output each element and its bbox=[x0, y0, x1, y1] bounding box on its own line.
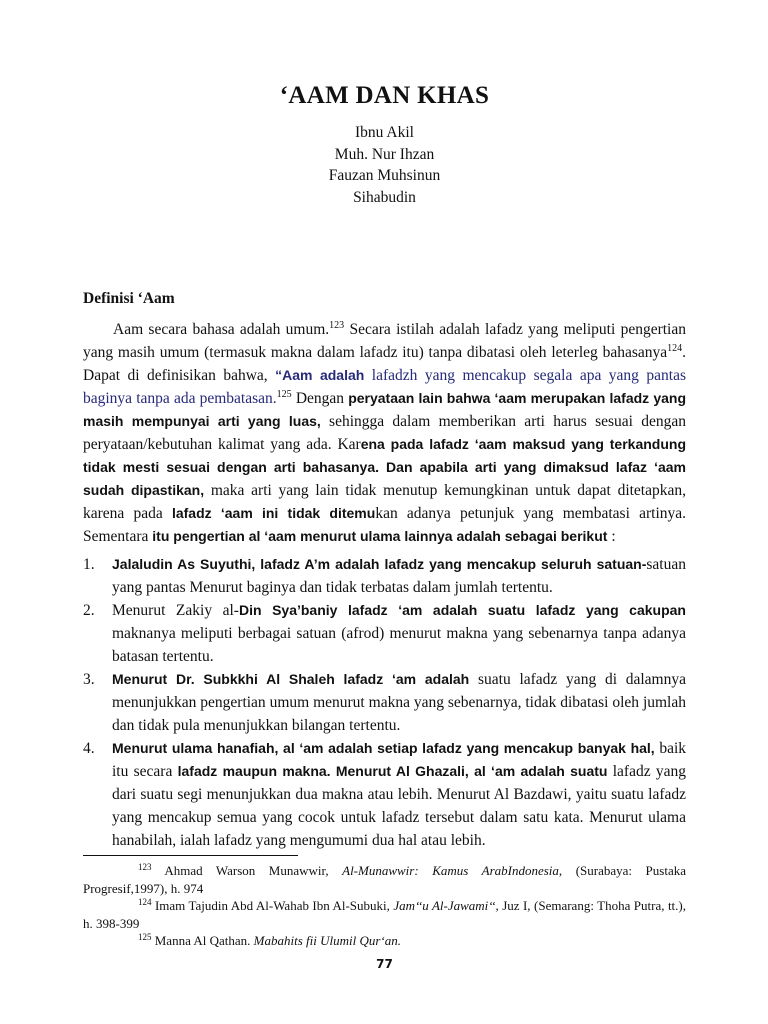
text-run: suatu lafadz yang di dalamnya menunjukkan pengertian umum menurut makna yang sebenarnya, tidak dibatasi oleh jumlah dan tidak pula menunjukkan bilangan tertentu. bbox=[112, 671, 686, 734]
author-name: Ibnu Akil bbox=[355, 124, 414, 141]
list-number: 3. bbox=[83, 671, 95, 688]
list-item bbox=[83, 553, 686, 599]
text-run: Ahmad Warson Munawwir, bbox=[151, 863, 343, 878]
bold-text: Menurut Dr. Subkkhi Al Shaleh lafadz ‘am adalah bbox=[112, 671, 470, 687]
text-run: Menurut Zakiy al- bbox=[112, 602, 239, 619]
text-run: . Dapat di definisikan bahwa, bbox=[83, 344, 686, 384]
definition-list bbox=[83, 553, 686, 852]
footnote-ref-125[interactable]: 125 bbox=[276, 389, 292, 400]
text-run: Secara istilah adalah lafadz yang meliputi pengertian yang masih umum (termasuk makna dalam lafadz itu) tanpa dibatasi oleh leterleg bahasanya bbox=[83, 321, 686, 361]
bold-text: itu pengertian al ‘aam menurut ulama lainnya adalah sebagai berikut bbox=[152, 528, 608, 544]
text-run: kan adanya petunjuk yang membatasi artinya. Sementara bbox=[83, 505, 687, 545]
footnote-number: 123 bbox=[138, 862, 152, 872]
text-run: : bbox=[607, 528, 616, 545]
bold-text: Jalaludin As Suyuthi, lafadz A’m adalah lafadz yang mencakup seluruh satuan- bbox=[112, 556, 647, 572]
footnote-ref-124[interactable]: 124 bbox=[667, 343, 683, 354]
list-number: 1. bbox=[83, 556, 95, 573]
italic-title: Mabahits fii Ulumil Qur‘an. bbox=[253, 933, 402, 948]
list-number: 2. bbox=[83, 602, 95, 619]
bold-text: Menurut ulama hanafiah, al ‘am adalah setiap lafadz yang mencakup banyak hal, bbox=[112, 740, 655, 756]
list-item bbox=[83, 737, 686, 852]
author-list bbox=[83, 122, 686, 208]
text-run: Imam Tajudin Abd Al-Wahab Ibn Al-Subuki bbox=[151, 898, 387, 913]
author-name: Fauzan Muhsinun bbox=[328, 167, 441, 184]
text-run: maka arti yang lain tidak menutup kemungkinan untuk dapat ditetapkan, karena pada bbox=[83, 482, 687, 522]
author-name: Sihabudin bbox=[353, 188, 416, 206]
document-page bbox=[83, 0, 686, 1024]
footnotes bbox=[83, 862, 686, 950]
page-title: ‘AAM DAN KHAS bbox=[279, 82, 490, 109]
footnote-ref-123[interactable]: 123 bbox=[329, 320, 345, 331]
list-item bbox=[83, 668, 686, 737]
text-run: Aam secara bahasa adalah umum. bbox=[113, 321, 330, 338]
text-run: Dengan bbox=[291, 390, 349, 407]
body-text bbox=[83, 318, 686, 852]
footnote-124 bbox=[83, 897, 686, 932]
italic-title: , Jam‘‘u Al-Jawami‘‘, bbox=[386, 898, 499, 913]
footnote-number: 125 bbox=[138, 932, 152, 942]
list-number: 4. bbox=[83, 740, 95, 757]
text-run: satuan yang pantas Menurut baginya dan tidak terbatas dalam jumlah tertentu. bbox=[112, 556, 686, 596]
footnote-123 bbox=[83, 862, 686, 897]
quote-text: lafadzh yang mencakup segala apa yang pantas baginya tanpa ada pembatasan. bbox=[83, 367, 686, 407]
bold-text: Din Sya’baniy lafadz ‘am adalah suatu lafadz yang cakupan bbox=[238, 602, 686, 618]
text-run: , (Surabaya: Pustaka Progresif,1997), h. 974 bbox=[83, 863, 686, 896]
text-run: sehingga dalam memberikan arti harus sesuai dengan peryataan/kebutuhan kalimat yang ada. Kar bbox=[83, 413, 686, 453]
text-run: Juz I, (Semarang: Thoha Putra, tt.), h. 398-399 bbox=[83, 898, 686, 931]
list-item bbox=[83, 599, 686, 668]
italic-title: Al-Munawwir: Kamus ArabIndonesia bbox=[342, 863, 559, 878]
text-run: Manna Al Qathan. bbox=[151, 933, 254, 948]
author-name: Muh. Nur Ihzan bbox=[334, 145, 435, 163]
definition-paragraph bbox=[83, 318, 686, 548]
footnote-separator bbox=[83, 855, 298, 856]
quote-term: “Aam adalah bbox=[275, 367, 365, 383]
page-number: 77 bbox=[376, 957, 393, 971]
bold-text: ena pada lafadz ‘aam maksud yang terkandung tidak mesti sesuai dengan arti bahasanya. Dan apabila arti yang dimaksud lafaz ‘aam sudah dipastikan, bbox=[83, 436, 686, 498]
text-run: baik itu secara bbox=[112, 740, 687, 780]
bold-text: peryataan lain bahwa ‘aam merupakan lafadz yang masih mempunyai arti yang luas, bbox=[83, 390, 687, 429]
text-run: lafadz yang dari suatu segi menunjukkan dua makna atau lebih. Menurut Al Bazdawi, yaitu suatu lafadz yang mencakup semua yang cocok untuk lafadz tersebut dalam satu kata. Menurut ulama hanabilah, ialah lafadz yang mengumumi dua hal atau lebih. bbox=[112, 763, 686, 849]
footnote-125 bbox=[83, 932, 686, 950]
bold-text: lafadz ‘aam ini tidak ditemu bbox=[171, 505, 376, 521]
section-heading: Definisi ‘Aam bbox=[83, 290, 175, 307]
footnote-number: 124 bbox=[138, 897, 152, 907]
text-run: maknanya meliputi berbagai satuan (afrod) menurut makna yang sebenarnya tanpa adanya batasan tertentu. bbox=[112, 625, 686, 665]
bold-text: lafadz maupun makna. Menurut Al Ghazali, al ‘am adalah suatu bbox=[177, 763, 608, 779]
